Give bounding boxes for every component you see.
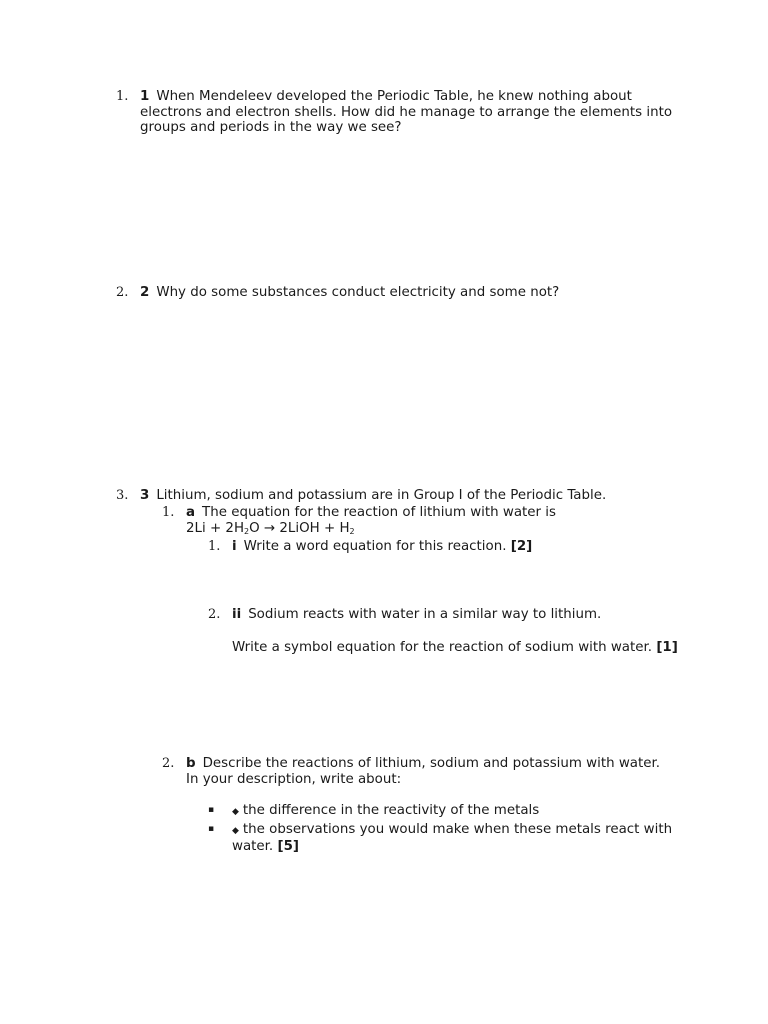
list-item bbox=[208, 803, 678, 821]
question-text: The equation for the reaction of lithium with water is bbox=[202, 505, 556, 520]
question-text: Describe the reactions of lithium, sodium and potassium with water. In your description, write about: bbox=[186, 756, 661, 787]
list-number: 1. bbox=[208, 539, 221, 554]
diamond-bullet-icon: ◆ bbox=[232, 825, 239, 836]
marks-label: [1] bbox=[656, 639, 678, 655]
bullet-text: the difference in the reactivity of the metals bbox=[242, 803, 540, 818]
marks-label: [2] bbox=[510, 539, 533, 554]
question-label: 2 bbox=[140, 285, 150, 300]
question-label: ii bbox=[232, 607, 242, 622]
marks-label: [5] bbox=[277, 839, 300, 854]
question-label: a bbox=[186, 505, 196, 520]
question-text: Why do some substances conduct electricity and some not? bbox=[156, 285, 560, 300]
list-item bbox=[208, 822, 678, 855]
list-number: 2. bbox=[116, 285, 129, 300]
question-label: 1 bbox=[140, 89, 150, 104]
equation-part: 2Li + 2H bbox=[186, 520, 245, 536]
question-text-2: Write a symbol equation for the reaction of sodium with water. bbox=[232, 639, 653, 655]
bullet-list bbox=[208, 803, 678, 856]
list-number: 1. bbox=[162, 505, 175, 520]
question-text: Sodium reacts with water in a similar way to lithium. bbox=[248, 607, 602, 622]
bullet-text: the observations you would make when these metals react with water. bbox=[232, 821, 673, 854]
square-bullet-icon: ▪ bbox=[208, 823, 215, 834]
subscript: 2 bbox=[244, 526, 250, 536]
chemical-equation bbox=[186, 521, 355, 536]
question-text: Write a word equation for this reaction. bbox=[243, 539, 507, 554]
equation-part: O → 2LiOH + H bbox=[249, 520, 350, 536]
square-bullet-icon: ▪ bbox=[208, 805, 215, 815]
subscript: 2 bbox=[349, 526, 355, 536]
list-number: 3. bbox=[116, 488, 129, 503]
question-text: When Mendeleev developed the Periodic Table, he knew nothing about electrons and electron shells. How did he manage to arrange the elements into groups and periods in the way we see? bbox=[140, 89, 673, 135]
list-number: 1. bbox=[116, 89, 129, 104]
list-number: 2. bbox=[208, 607, 221, 622]
question-text: Lithium, sodium and potassium are in Group I of the Periodic Table. bbox=[156, 488, 607, 503]
question-label: 3 bbox=[140, 488, 150, 503]
question-label: i bbox=[232, 539, 237, 554]
diamond-bullet-icon: ◆ bbox=[232, 807, 239, 817]
question-label: b bbox=[186, 756, 196, 771]
list-number: 2. bbox=[162, 756, 175, 771]
